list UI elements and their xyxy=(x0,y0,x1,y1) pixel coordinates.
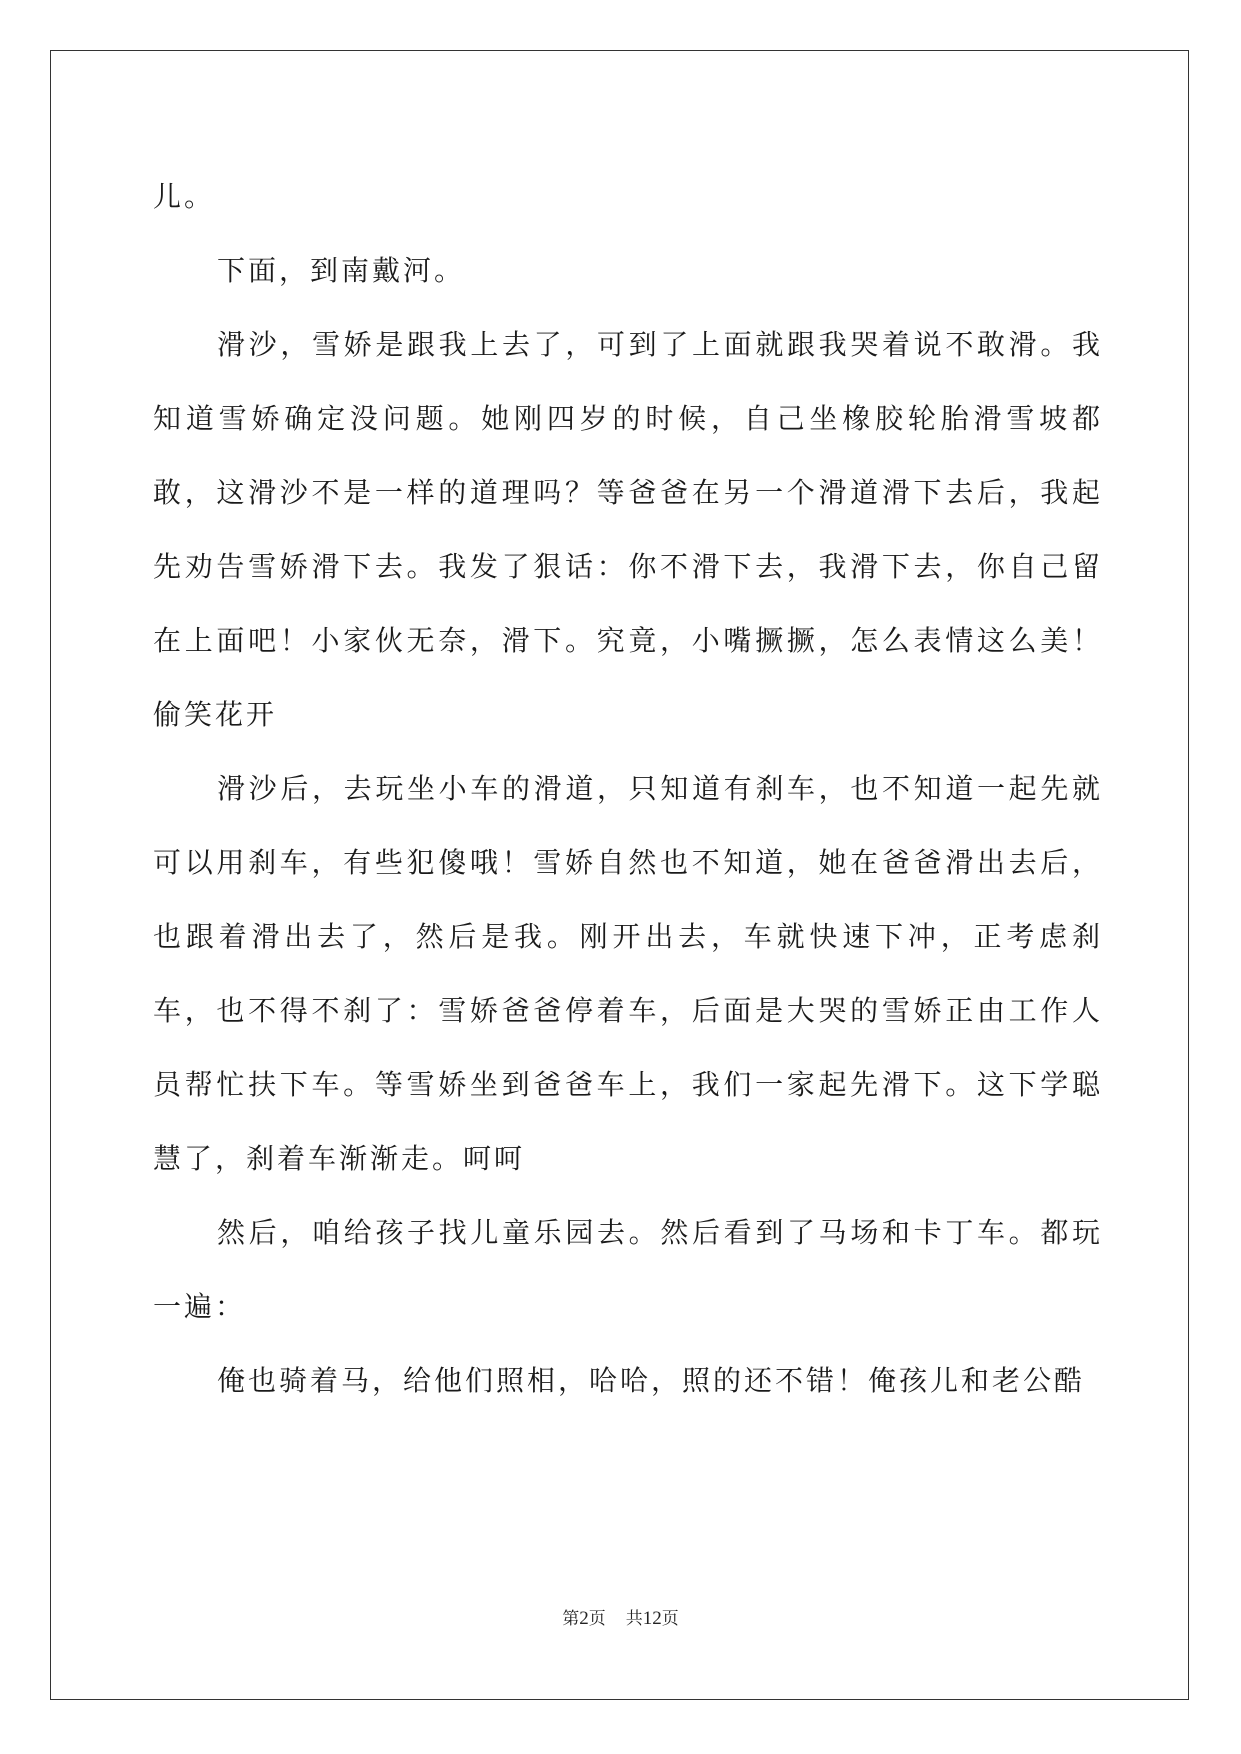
total-pages: 12 xyxy=(642,1608,662,1629)
page-footer xyxy=(0,1604,1241,1630)
document-body xyxy=(153,160,1103,1418)
page-prefix: 第 xyxy=(562,1609,580,1629)
paragraph-5: 然后，咱给孩子找儿童乐园去。然后看到了马场和卡丁车。都玩一遍： xyxy=(153,1216,1103,1323)
page-number: 2 xyxy=(579,1608,589,1629)
page-suffix: 页 xyxy=(588,1609,606,1629)
paragraph-3: 滑沙，雪娇是跟我上去了，可到了上面就跟我哭着说不敢滑。我知道雪娇确定没问题。她刚四岁的时候，自己坐橡胶轮胎滑雪坡都敢，这滑沙不是一样的道理吗？等爸爸在另一个滑道滑下去后，我起先劝告雪娇滑下去。我发了狠话：你不滑下去，我滑下去，你自己留在上面吧！小家伙无奈，滑下。究竟，小嘴撅撅，怎么表情这么美！ 偷笑花开 xyxy=(153,328,1103,731)
paragraph-2: 下面，到南戴河。 xyxy=(217,254,466,287)
paragraph-6: 俺也骑着马，给他们照相，哈哈，照的还不错！俺孩儿和老公酷 xyxy=(217,1364,1086,1397)
paragraph-4: 滑沙后，去玩坐小车的滑道，只知道有刹车，也不知道一起先就可以用刹车，有些犯傻哦！雪娇自然也不知道，她在爸爸滑出去后，也跟着滑出去了，然后是我。刚开出去，车就快速下冲，正考虑刹车，也不得不刹了：雪娇爸爸停着车，后面是大哭的雪娇正由工作人员帮忙扶下车。等雪娇坐到爸爸车上，我们一家起先滑下。这下学聪慧了，刹着车渐渐走。呵呵 xyxy=(153,772,1103,1175)
total-prefix: 共 xyxy=(625,1609,643,1629)
total-suffix: 页 xyxy=(661,1609,679,1629)
paragraph-1: 儿。 xyxy=(153,180,216,213)
